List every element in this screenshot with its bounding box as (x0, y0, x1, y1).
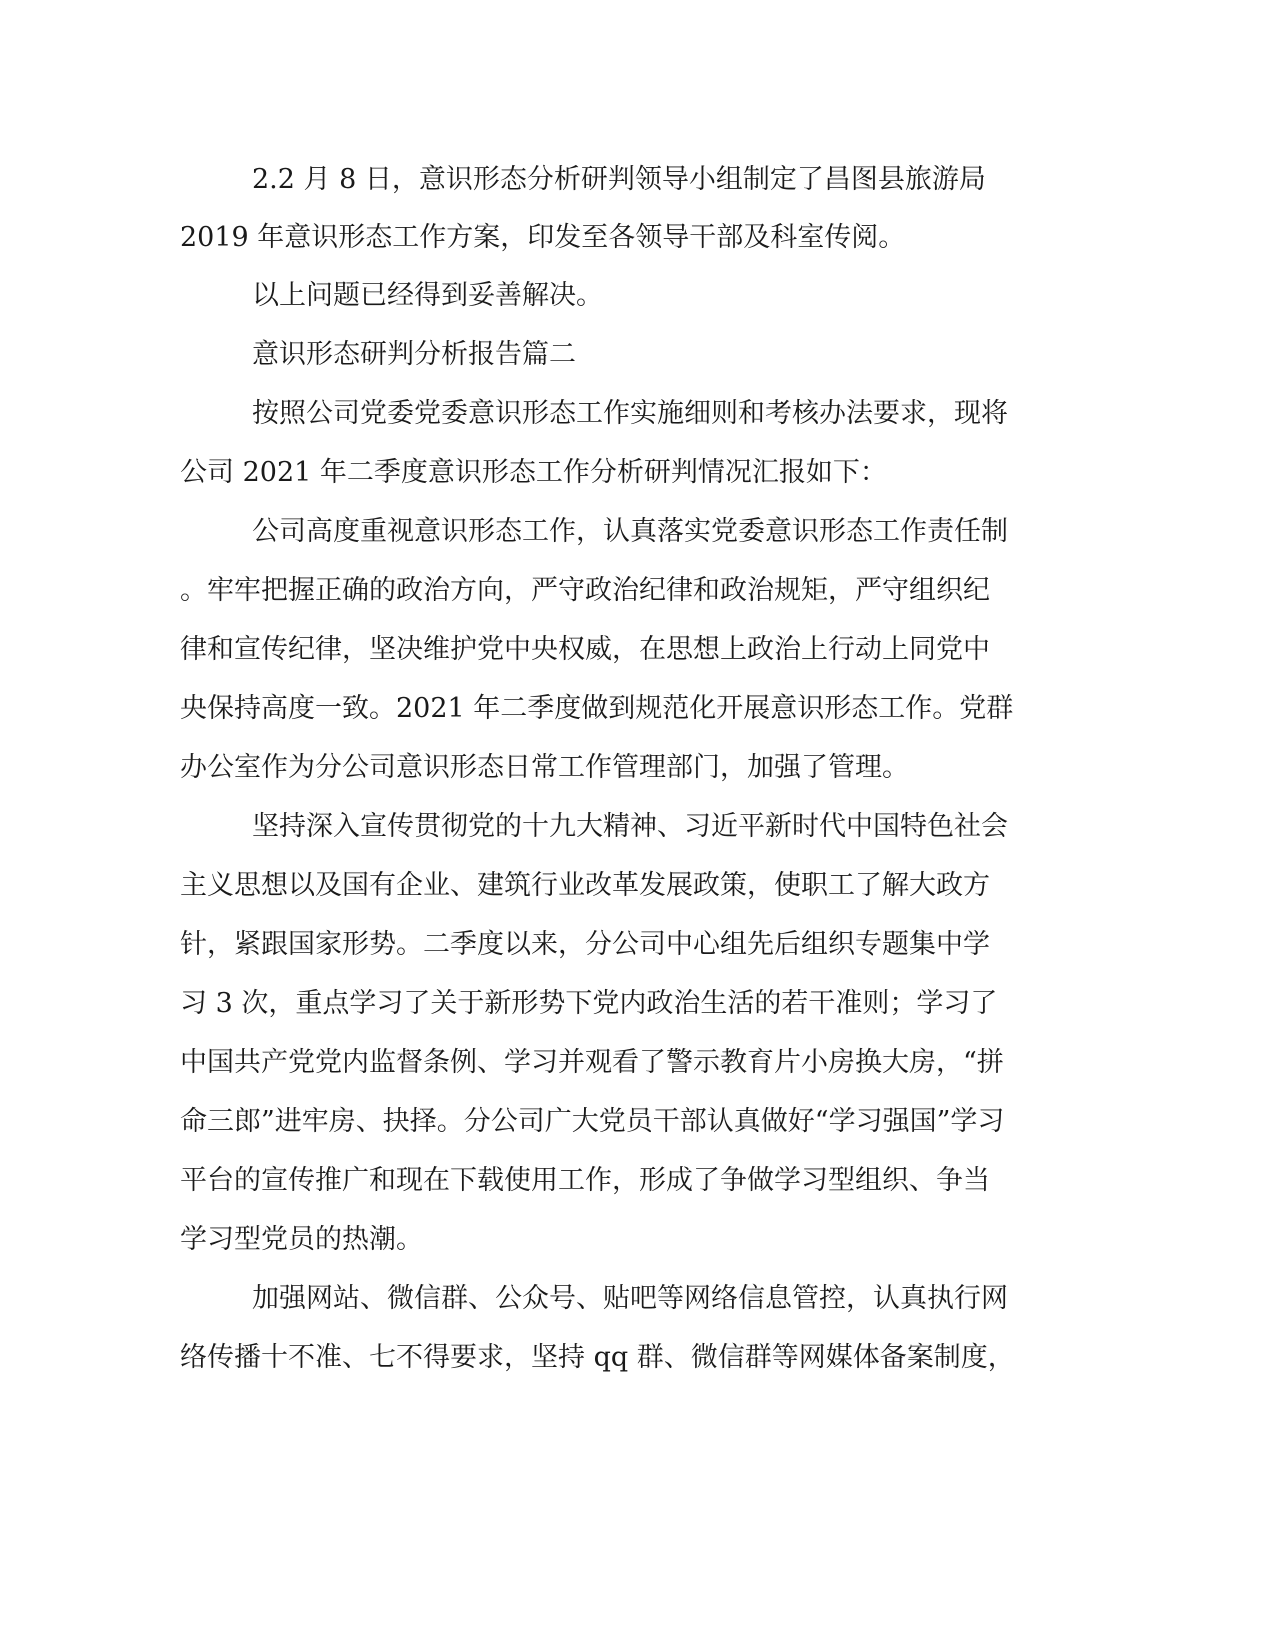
section-heading: 意识形态研判分析报告篇二 (252, 339, 576, 370)
text-line: 律和宣传纪律，坚决维护党中央权威，在思想上政治上行动上同党中 (180, 634, 990, 665)
text-line: 公司 2021 年二季度意识形态工作分析研判情况汇报如下： (180, 457, 887, 488)
text-line: 2.2 月 8 日，意识形态分析研判领导小组制定了昌图县旅游局 (252, 164, 986, 195)
text-line: 主义思想以及国有企业、建筑行业改革发展政策，使职工了解大政方 (180, 870, 990, 901)
text-line: 公司高度重视意识形态工作，认真落实党委意识形态工作责任制 (252, 516, 1008, 547)
text-line: 加强网站、微信群、公众号、贴吧等网络信息管控，认真执行网 (252, 1283, 1008, 1314)
text-line: 以上问题已经得到妥善解决。 (252, 280, 603, 311)
text-line: 习 3 次，重点学习了关于新形势下党内政治生活的若干准则；学习了 (180, 988, 998, 1019)
text-line: 2019 年意识形态工作方案，印发至各领导干部及科室传阅。 (180, 222, 906, 253)
text-line: 学习型党员的热潮。 (180, 1224, 423, 1255)
text-line: 。牢牢把握正确的政治方向，严守政治纪律和政治规矩，严守组织纪 (180, 575, 990, 606)
text-line: 坚持深入宣传贯彻党的十九大精神、习近平新时代中国特色社会 (252, 811, 1008, 842)
text-line: 针，紧跟国家形势。二季度以来，分公司中心组先后组织专题集中学 (180, 929, 990, 960)
text-line: 中国共产党党内监督条例、学习并观看了警示教育片小房换大房，“拼 (180, 1047, 1004, 1078)
text-line: 按照公司党委党委意识形态工作实施细则和考核办法要求，现将 (252, 398, 1008, 429)
text-line: 络传播十不准、七不得要求，坚持 qq 群、微信群等网媒体备案制度， (180, 1342, 1015, 1373)
text-line: 央保持高度一致。2021 年二季度做到规范化开展意识形态工作。党群 (180, 693, 1014, 724)
text-line: 平台的宣传推广和现在下载使用工作，形成了争做学习型组织、争当 (180, 1165, 990, 1196)
text-line: 办公室作为分公司意识形态日常工作管理部门，加强了管理。 (180, 752, 909, 783)
text-line: 命三郎”进牢房、抉择。分公司广大党员干部认真做好“学习强国”学习 (180, 1106, 1005, 1137)
